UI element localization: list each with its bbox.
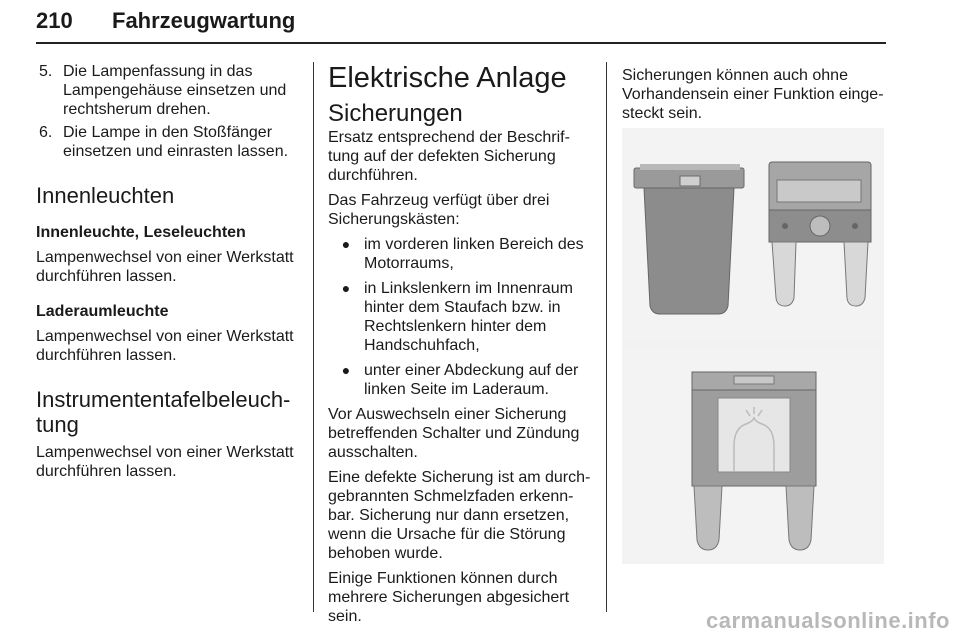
column-right — [622, 66, 888, 129]
fusebox-list — [328, 235, 594, 399]
title-line: tung — [36, 412, 79, 437]
step-list — [36, 62, 298, 161]
section-title-elektrische-anlage: Elektrische Anlage — [328, 62, 567, 94]
paragraph: Lampenwechsel von einer Werkstatt durchführen lassen. — [36, 444, 294, 480]
subsection-title-laderaumleuchte: Laderaumleuchte — [36, 303, 169, 320]
bullet-text: im vorderen linken Bereich des Motorraums, — [364, 236, 584, 272]
section-title-innenleuchten: Innenleuchten — [36, 183, 175, 208]
page-header — [36, 6, 886, 44]
step-text: Die Lampe in den Stoßfänger einsetzen und einrasten lassen. — [63, 124, 289, 160]
column-left — [36, 62, 298, 487]
paragraph: Eine defekte Sicherung ist am durchgebrannten Schmelzfaden erkennbar. Sicherung nur dann ersetzen, wenn die Ursache für die Störung behoben wurde. — [328, 469, 591, 562]
watermark: carmanualsonline.info — [706, 608, 950, 633]
list-item — [328, 279, 594, 355]
list-item — [328, 361, 594, 399]
column-middle — [328, 62, 594, 632]
step-text: Die Lampenfassung in das Lampengehäuse einsetzen und rechtsherum drehen. — [63, 63, 287, 118]
column-divider — [313, 62, 314, 612]
bullet-icon: ● — [341, 236, 351, 252]
chapter-title: Fahrzeugwartung — [112, 8, 296, 33]
step-number: 6. — [39, 124, 53, 141]
paragraph: Lampenwechsel von einer Werkstatt durchführen lassen. — [36, 328, 294, 364]
fuse-drawing — [622, 128, 884, 564]
paragraph: Ersatz entsprechend der Beschriftung auf der defekten Sicherung durchführen. — [328, 129, 570, 184]
list-item — [36, 62, 298, 119]
step-number: 5. — [39, 63, 53, 80]
subsection-title-leseleuchten: Innenleuchte, Leseleuchten — [36, 224, 246, 241]
paragraph: Lampenwechsel von einer Werkstatt durchführen lassen. — [36, 249, 294, 285]
bullet-icon: ● — [341, 280, 351, 296]
paragraph: Einige Funktionen können durch mehrere Sicherungen abgesichert sein. — [328, 570, 570, 625]
bullet-text: in Linkslenkern im Innenraum hinter dem Staufach bzw. in Rechtslenkern hinter dem Handschuhfach, — [364, 280, 573, 354]
paragraph: Sicherungen können auch ohne Vorhandensein einer Funktion eingesteckt sein. — [622, 67, 884, 122]
bullet-icon: ● — [341, 362, 351, 378]
paragraph: Das Fahrzeug verfügt über drei Sicherungskästen: — [328, 192, 550, 228]
bullet-text: unter einer Abdeckung auf der linken Seite im Laderaum. — [364, 362, 579, 398]
title-line: Instrumententafelbeleuch- — [36, 387, 291, 412]
subsection-title-sicherungen: Sicherungen — [328, 100, 463, 127]
header-rule — [36, 42, 886, 44]
paragraph: Vor Auswechseln einer Sicherung betreffenden Schalter und Zündung ausschalten. — [328, 406, 580, 461]
section-title-instrumententafel — [36, 387, 298, 437]
list-item — [328, 235, 594, 273]
fuse-illustration-icon — [622, 128, 884, 564]
list-item — [36, 123, 298, 161]
page-number: 210 — [36, 8, 73, 33]
column-divider — [606, 62, 607, 612]
